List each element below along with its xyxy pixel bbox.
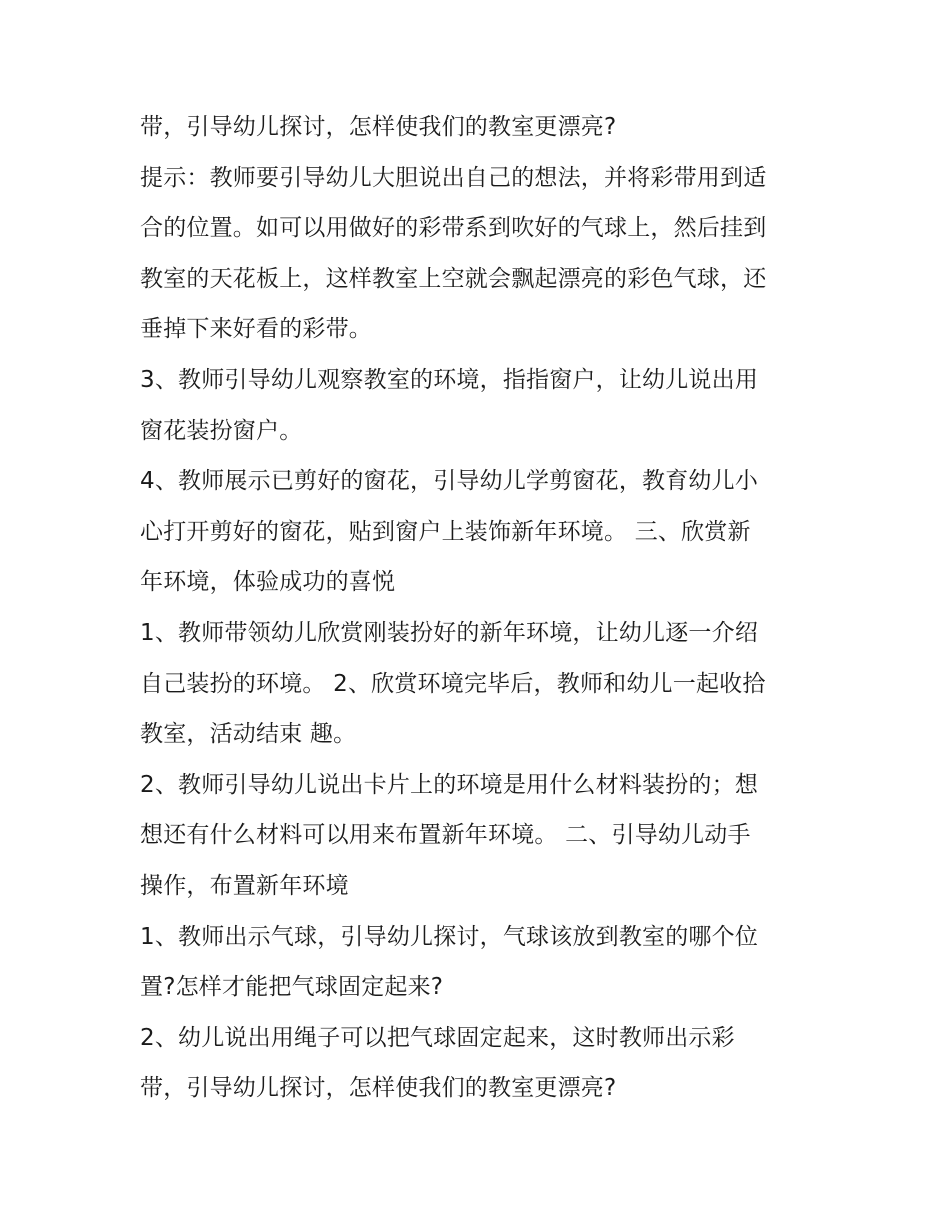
text-line: 自己装扮的环境。 2、欣赏环境完毕后，教师和幼儿一起收拾 xyxy=(140,670,766,697)
text-line: 心打开剪好的窗花，贴到窗户上装饰新年环境。 三、欣赏新 xyxy=(140,518,751,545)
text-line: 合的位置。如可以用做好的彩带系到吹好的气球上，然后挂到 xyxy=(140,215,767,242)
text-line: 想还有什么材料可以用来布置新年环境。 二、引导幼儿动手 xyxy=(140,822,751,849)
text-line: 窗花装扮窗户。 xyxy=(140,417,303,444)
text-line: 提示：教师要引导幼儿大胆说出自己的想法，并将彩带用到适 xyxy=(140,164,767,191)
document-body xyxy=(140,102,820,1114)
text-line: 置?怎样才能把气球固定起来? xyxy=(140,974,444,1001)
text-line: 教室的天花板上，这样教室上空就会飘起漂亮的彩色气球，还 xyxy=(140,265,767,292)
text-line: 年环境，体验成功的喜悦 xyxy=(140,569,396,596)
text-line: 1、教师带领幼儿欣赏刚装扮好的新年环境，让幼儿逐一介绍 xyxy=(140,619,759,646)
text-line: 2、幼儿说出用绳子可以把气球固定起来，这时教师出示彩 xyxy=(140,1024,735,1051)
text-line: 4、教师展示已剪好的窗花，引导幼儿学剪窗花，教育幼儿小 xyxy=(140,468,759,495)
text-line: 垂掉下来好看的彩带。 xyxy=(140,316,372,343)
text-line: 带，引导幼儿探讨，怎样使我们的教室更漂亮? xyxy=(140,114,617,140)
text-line: 带，引导幼儿探讨，怎样使我们的教室更漂亮? xyxy=(140,1075,617,1102)
text-line: 3、教师引导幼儿观察教室的环境，指指窗户，让幼儿说出用 xyxy=(140,366,759,393)
text-line: 教室，活动结束 趣。 xyxy=(140,721,357,748)
text-line: 2、教师引导幼儿说出卡片上的环境是用什么材料装扮的；想 xyxy=(140,771,759,798)
text-line: 操作，布置新年环境 xyxy=(140,872,349,899)
text-line: 1、教师出示气球，引导幼儿探讨，气球该放到教室的哪个位 xyxy=(140,923,759,950)
